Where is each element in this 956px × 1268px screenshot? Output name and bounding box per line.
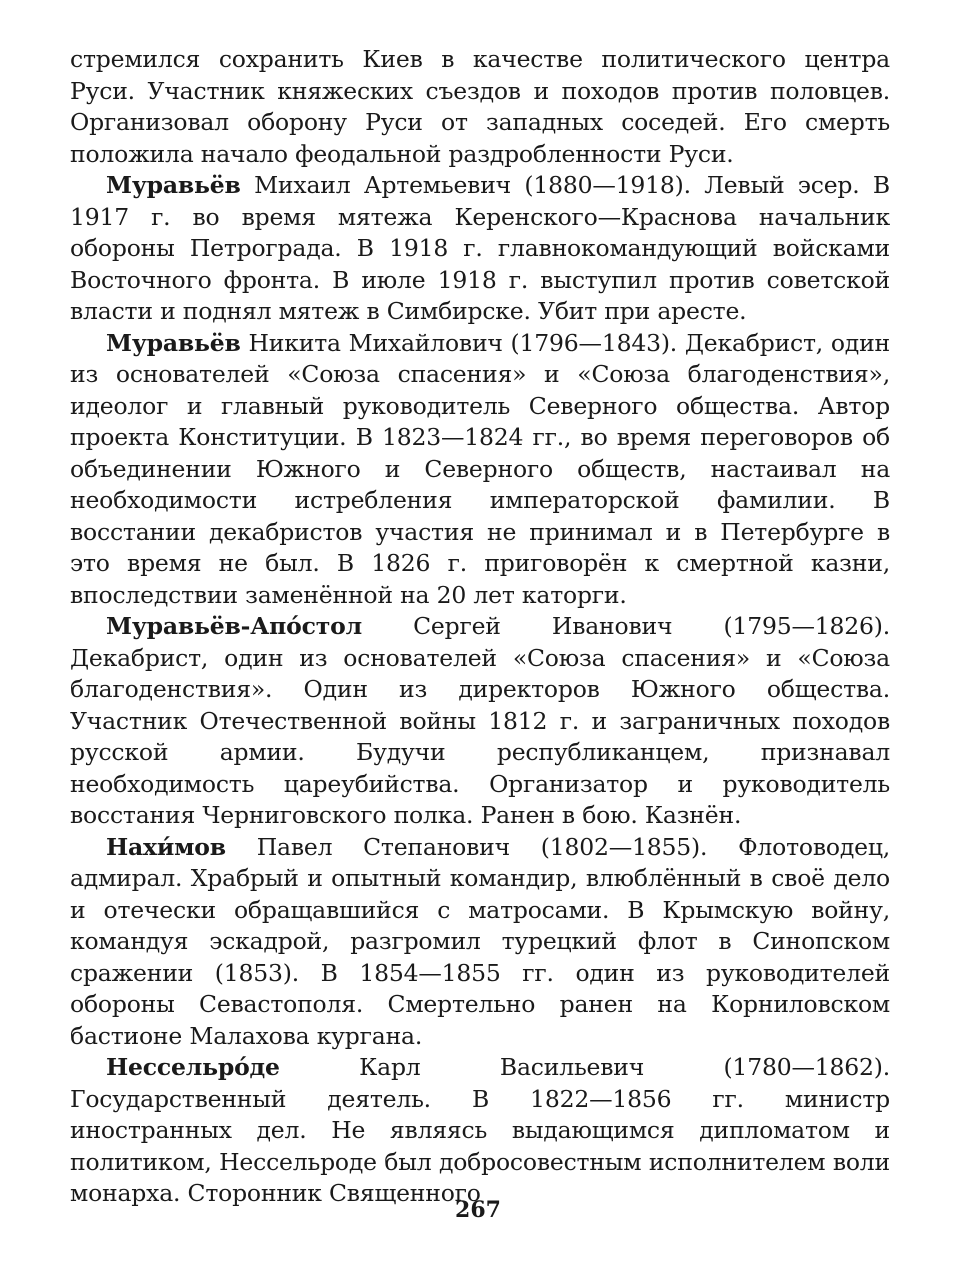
entry-name: Муравьёв [106, 328, 241, 357]
entry-text: Сергей Иванович (1795—1826). Декабрист, один из основателей «Союза спасения» и «Союза благоденствия». Один из директоров Южного общества. Участник Отечественной войны 1812 г. и заграничных походов русской армии. Будучи республиканцем, признавал необходимость цареубийства. Организатор и руководитель восстания Черниговского полка. Ранен в бою. Казнён. [70, 612, 890, 829]
paragraph-continuation [70, 44, 890, 170]
page-number: 267 [455, 1197, 501, 1223]
entry-muravyov-nikita [70, 328, 890, 612]
entry-name: Муравьёв-Апóстол [106, 612, 362, 640]
entry-text: Михаил Артемьевич (1880—1918). Левый эсер. В 1917 г. во время мятежа Керенского—Краснова начальник обороны Петрограда. В 1918 г. главнокомандующий войсками Восточного фронта. В июле 1918 г. выступил против советской власти и поднял мятеж в Симбирске. Убит при аресте. [70, 171, 890, 325]
entry-name: Нессельрóде [106, 1053, 280, 1081]
entry-nesselrode [70, 1052, 890, 1210]
page-body [70, 44, 890, 1210]
paragraph-text: стремился сохранить Киев в качестве политического центра Руси. Участник княжеских съездов и походов против половцев. Организовал оборону Руси от западных соседей. Его смерть положила начало феодальной раздробленности Руси. [70, 45, 890, 168]
entry-muravyov-mikhail [70, 170, 890, 328]
entry-text: Павел Степанович (1802—1855). Флотоводец, адмирал. Храбрый и опытный командир, влюблённый в своё дело и отечески обращавшийся с матросами. В Крымскую войну, командуя эскадрой, разгромил турецкий флот в Синопском сражении (1853). В 1854—1855 гг. один из руководителей обороны Севастополя. Смертельно ранен на Корниловском бастионе Малахова кургана. [70, 832, 890, 1050]
entry-name: Нахи́мов [106, 832, 226, 861]
entry-nakhimov [70, 832, 890, 1053]
entry-text: Карл Васильевич (1780—1862). Государственный деятель. В 1822—1856 гг. министр иностранных дел. Не являясь выдающимся дипломатом и политиком, Нессельроде был добросовестным исполнителем воли монарха. Сторонник Священного [70, 1053, 890, 1207]
entry-muravyov-apostol [70, 611, 890, 832]
entry-text: Никита Михайлович (1796—1843). Декабрист, один из основателей «Союза спасения» и «Союза благоденствия», идеолог и главный руководитель Северного общества. Автор проекта Конституции. В 1823—1824 гг., во время переговоров об объединении Южного и Северного обществ, настаивал на необходимости истребления императорской фамилии. В восстании декабристов участия не принимал и в Петербурге в это время не был. В 1826 г. приговорён к смертной казни, впоследствии заменённой на 20 лет каторги. [70, 328, 890, 609]
entry-name: Муравьёв [106, 171, 241, 199]
